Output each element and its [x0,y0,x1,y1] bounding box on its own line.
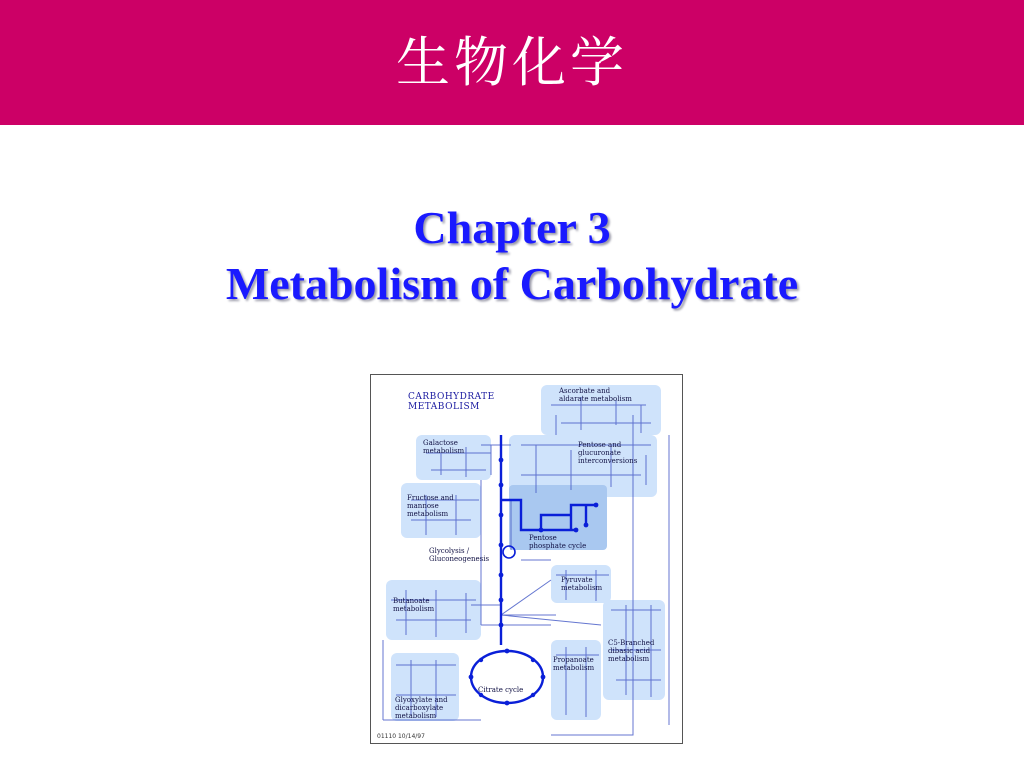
chapter-title-block [0,200,1024,312]
label-c5: C5-Branched dibasic acid metabolism [608,639,655,663]
pathway-map-drawing [371,375,683,744]
label-citrate: Citrate cycle [478,686,524,694]
figure-title-line2: METABOLISM [408,402,480,412]
figure-title-line1: CARBOHYDRATE [408,392,495,402]
figure-footer-code: 01110 10/14/97 [377,733,425,740]
label-pyruvate: Pyruvate metabolism [561,576,603,592]
label-pentose-glucuronate: Pentose and glucuronate interconversions [578,441,638,465]
carbohydrate-metabolism-map [370,374,683,744]
label-pentose-phosphate: Pentose phosphate cycle [529,534,587,550]
slide-header-title: 生物化学 [396,31,628,94]
label-propanoate: Propanoate metabolism [553,656,595,672]
label-glycolysis: Glycolysis / Gluconeogenesis [429,547,490,563]
figure-title [408,392,495,412]
region-propanoate [551,640,601,720]
label-galactose: Galactose metabolism [423,439,465,455]
label-glyoxylate: Glyoxylate and dicarboxylate metabolism [395,696,448,720]
label-butanoate: Butanoate metabolism [393,597,435,613]
header-bar [0,0,1024,125]
label-ascorbate: Ascorbate and aldarate metabolism [559,387,632,403]
chapter-title: Metabolism of Carbohydrate [225,258,799,309]
chapter-number: Chapter 3 [413,202,611,253]
label-fructose: Fructose and mannose metabolism [407,494,454,518]
